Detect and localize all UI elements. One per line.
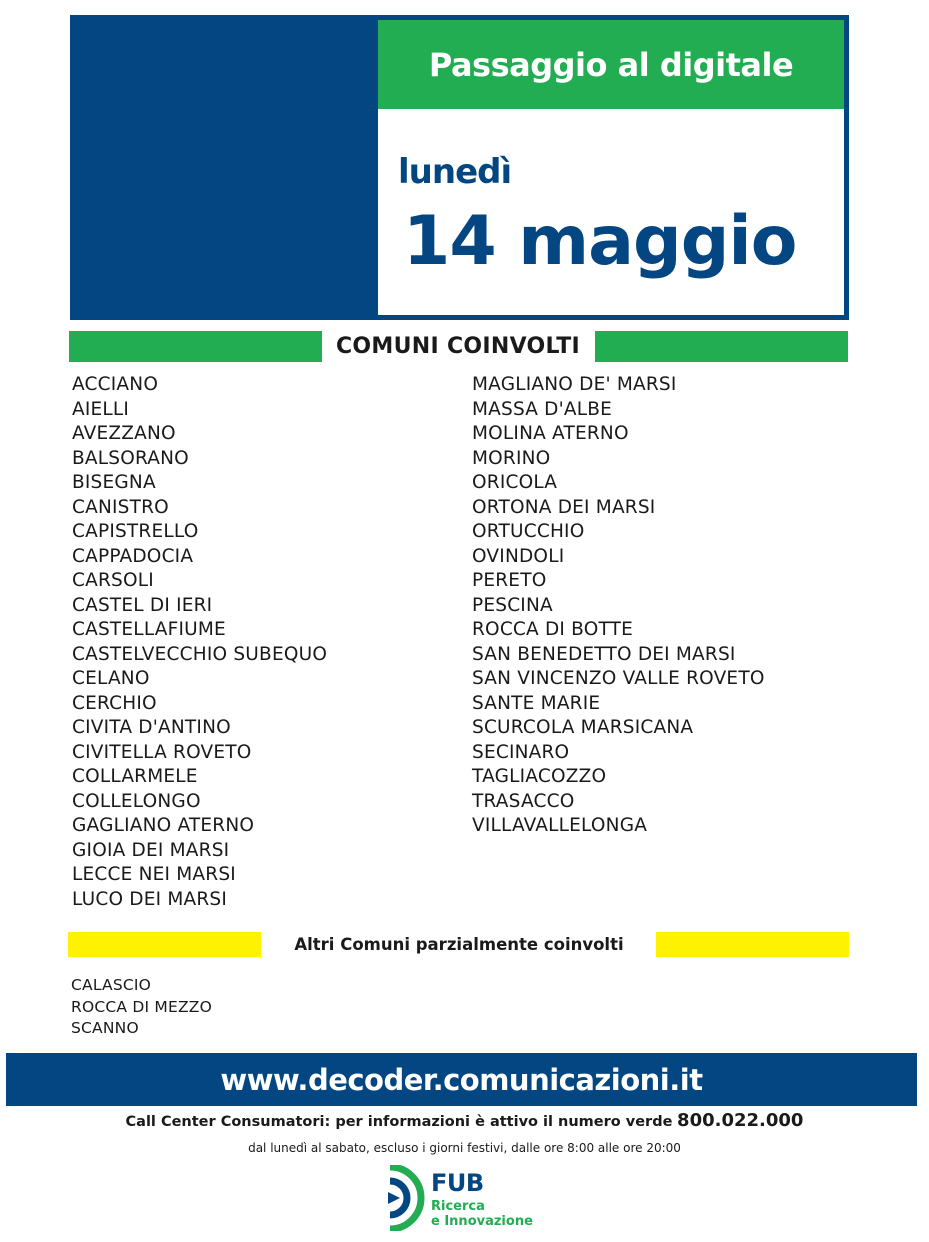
logo-line-1: Ricerca: [431, 1199, 485, 1214]
municipality-item: TAGLIACOZZO: [472, 766, 607, 787]
date-label: 14 maggio: [403, 202, 797, 281]
municipality-item: MORINO: [472, 447, 551, 469]
municipality-item: CANISTRO: [72, 496, 169, 518]
green-bar-left: [69, 331, 322, 362]
green-bar-right: [595, 331, 848, 362]
municipality-item: BISEGNA: [72, 472, 156, 493]
yellow-bar-left: [68, 932, 261, 957]
municipality-item: PESCINA: [472, 594, 553, 616]
municipality-item: BALSORANO: [72, 447, 189, 469]
municipality-item: CERCHIO: [72, 692, 157, 714]
municipality-item: SAN BENEDETTO DEI MARSI: [472, 643, 736, 665]
fub-logo-icon: [386, 1165, 430, 1231]
municipality-item: COLLELONGO: [72, 790, 201, 812]
municipality-item: SCANNO: [71, 1019, 139, 1037]
municipality-item: MASSA D'ALBE: [472, 398, 613, 420]
municipality-item: CAPPADOCIA: [72, 545, 194, 567]
header-title: Passaggio al digitale: [378, 20, 844, 109]
municipality-item: OVINDOLI: [472, 545, 565, 567]
municipality-item: ORTUCCHIO: [472, 521, 585, 542]
phone-number: 800.022.000: [677, 1110, 804, 1131]
municipality-item: ORTONA DEI MARSI: [472, 496, 656, 518]
municipality-item: SANTE MARIE: [472, 692, 601, 714]
municipality-item: CAPISTRELLO: [72, 521, 199, 542]
fub-logo: [386, 1165, 536, 1233]
callcenter-label: Call Center Consumatori: per informazioni è attivo il numero verde: [125, 1114, 673, 1130]
municipality-item: SECINARO: [472, 741, 570, 763]
municipality-item: CIVITA D'ANTINO: [72, 717, 231, 738]
day-label: lunedì: [398, 152, 512, 192]
municipality-item: MAGLIANO DE' MARSI: [472, 374, 677, 395]
municipality-item: ROCCA DI BOTTE: [472, 619, 634, 640]
municipalities-list-left: [72, 373, 327, 912]
municipality-item: CELANO: [72, 668, 150, 689]
website-link[interactable]: www.decoder.comunicazioni.it: [220, 1062, 703, 1097]
logo-name: FUB: [431, 1169, 484, 1197]
footer-band: [6, 1053, 917, 1106]
municipality-item: VILLAVALLELONGA: [472, 815, 648, 836]
municipality-item: COLLARMELE: [72, 766, 198, 787]
callcenter-hours: dal lunedì al sabato, escluso i giorni festivi, dalle ore 8:00 alle ore 20:00: [248, 1141, 681, 1155]
municipality-item: SAN VINCENZO VALLE ROVETO: [472, 668, 765, 689]
yellow-bar-right: [656, 932, 849, 957]
municipality-item: ORICOLA: [472, 472, 558, 493]
municipality-item: ROCCA DI MEZZO: [71, 997, 212, 1016]
municipality-item: TRASACCO: [472, 790, 575, 812]
municipality-item: MOLINA ATERNO: [472, 423, 629, 444]
municipality-item: CASTELVECCHIO SUBEQUO: [72, 643, 328, 665]
municipality-item: GAGLIANO ATERNO: [72, 815, 255, 836]
municipality-item: LECCE NEI MARSI: [72, 864, 236, 885]
municipality-item: GIOIA DEI MARSI: [72, 839, 230, 861]
municipality-item: AIELLI: [72, 398, 130, 420]
municipality-item: PERETO: [472, 570, 547, 591]
callcenter-line: [0, 1110, 929, 1131]
municipality-item: SCURCOLA MARSICANA: [472, 717, 694, 738]
municipality-item: CIVITELLA ROVETO: [72, 741, 252, 763]
municipalities-list-right: [472, 373, 765, 839]
partial-title: Altri Comuni parzialmente coinvolti: [294, 934, 624, 954]
section-title: COMUNI COINVOLTI: [335, 333, 581, 359]
logo-line-2: e Innovazione: [431, 1214, 533, 1229]
municipality-item: CALASCIO: [71, 976, 152, 994]
municipality-item: AVEZZANO: [72, 423, 176, 444]
municipality-item: CARSOLI: [72, 570, 154, 591]
municipality-item: CASTEL DI IERI: [72, 594, 213, 616]
municipality-item: CASTELLAFIUME: [72, 619, 226, 640]
partial-municipalities-list: [71, 975, 212, 1040]
municipality-item: ACCIANO: [72, 374, 159, 395]
logo-subtitle: [431, 1199, 533, 1229]
municipality-item: LUCO DEI MARSI: [72, 888, 228, 910]
